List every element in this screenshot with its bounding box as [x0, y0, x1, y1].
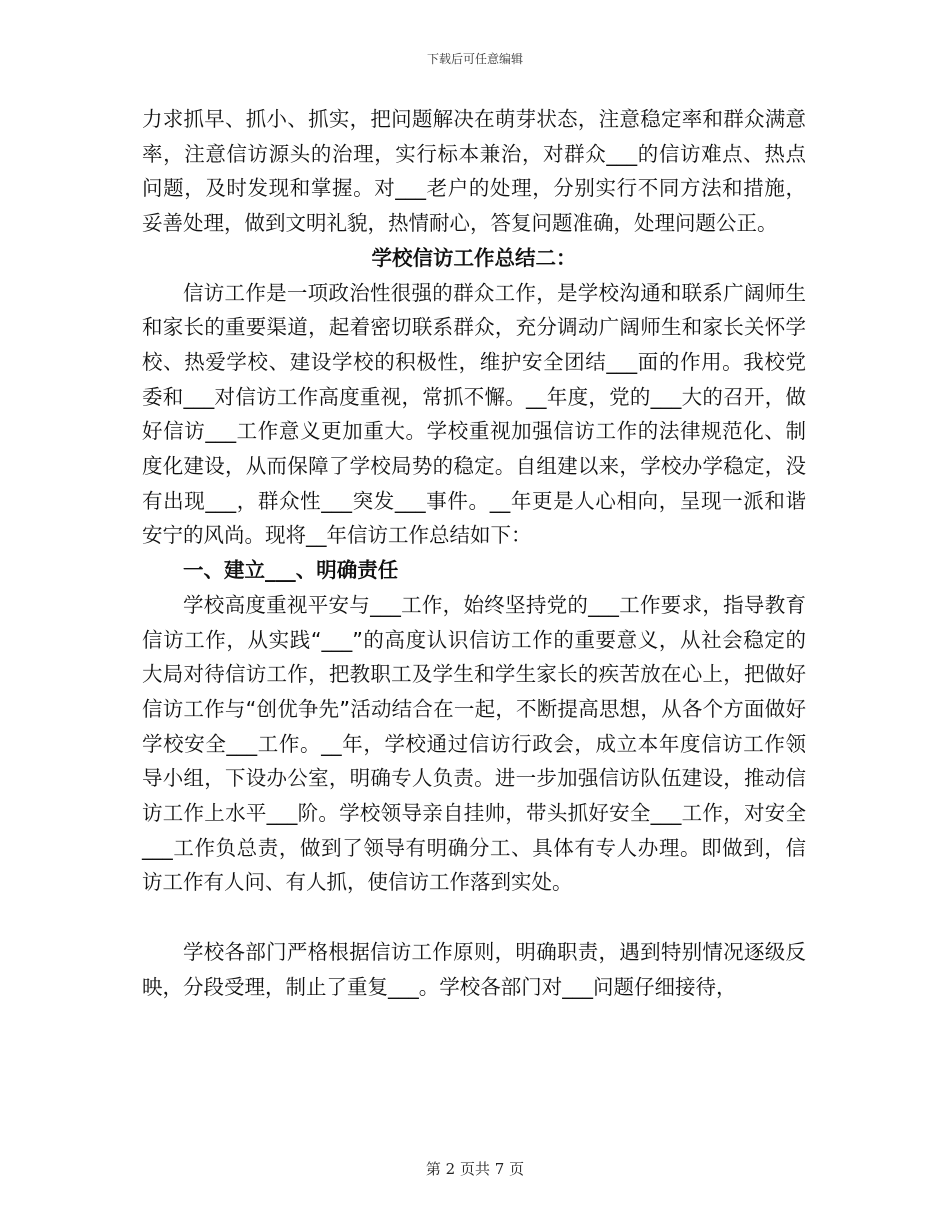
paragraph-continuation: 力求抓早、抓小、抓实，把问题解决在萌芽状态，注意稳定率和群众满意率，注意信访源头的治理，实行标本兼治，对群众___的信访难点、热点问题，及时发现和掌握。对___老户的处理，分别实行不同方法和措施，妥善处理，做到文明礼貌，热情耐心，答复问题准确，处理问题公正。 — [142, 107, 806, 236]
document-body — [142, 102, 806, 1004]
section-title: 学校信访工作总结二： — [371, 245, 577, 270]
page-header: 下载后可任意编辑 — [426, 52, 523, 66]
section-heading: 一、建立___、明确责任 — [183, 558, 399, 583]
page-footer: 第 2 页共 7 页 — [425, 1160, 525, 1178]
paragraph-body: 学校高度重视平安与___工作，始终坚持党的___工作要求，指导教育信访工作，从实践“___”的高度认识信访工作的重要意义，从社会稳定的大局对待信访工作，把教职工及学生和学生家长的疾苦放在心上，把做好信访工作与“创优争先”活动结合在一起，不断提高思想，从各个方面做好学校安全___工作。__年，学校通过信访行政会，成立本年度信访工作领导小组，下设办公室，明确专人负责。进一步加强信访队伍建设，推动信访工作上水平___阶。学校领导亲自挂帅，带头抓好安全___工作，对安全___工作负总责，做到了领导有明确分工、具体有专人办理。即做到，信访工作有人问、有人抓，使信访工作落到实处。 — [142, 592, 806, 895]
paragraph-body-2: 学校各部门严格根据信访工作原则，明确职责，遇到特别情况逐级反映，分段受理，制止了重复___。学校各部门对___问题仔细接待， — [142, 939, 806, 999]
paragraph-intro: 信访工作是一项政治性很强的群众工作，是学校沟通和联系广阔师生和家长的重要渠道，起着密切联系群众，充分调动广阔师生和家长关怀学校、热爱学校、建设学校的积极性，维护安全团结___面的作用。我校党委和___对信访工作高度重视，常抓不懈。__年度，党的___大的召开，做好信访___工作意义更加重大。学校重视加强信访工作的法律规范化、制度化建设，从而保障了学校局势的稳定。自组建以来，学校办学稳定，没有出现___，群众性___突发___事件。__年更是人心相向，呈现一派和谐安宁的风尚。现将__年信访工作总结如下： — [142, 280, 806, 548]
paragraph-gap — [142, 900, 806, 935]
